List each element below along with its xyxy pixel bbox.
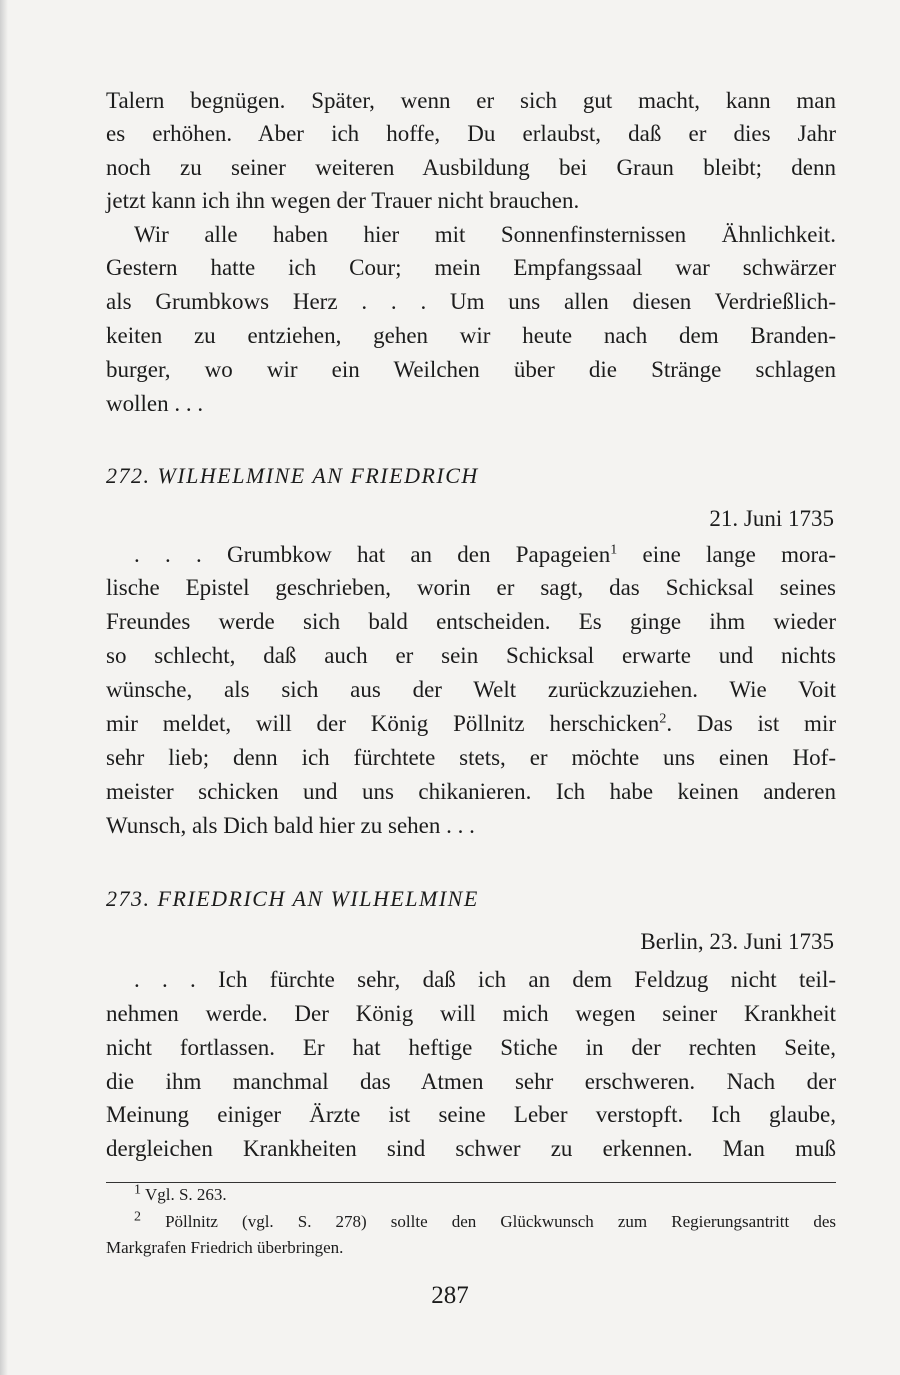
text-line: sehr lieb; denn ich fürchtete stets, er möchte uns einen Hof- bbox=[106, 745, 836, 770]
footnote-2 bbox=[134, 1210, 836, 1234]
text-line: nicht fortlassen. Er hat heftige Stiche in der rechten Seite, bbox=[106, 1035, 836, 1060]
text-line: wünsche, als sich aus der Welt zurückzuziehen. Wie Voit bbox=[106, 677, 836, 702]
text-line: die ihm manchmal das Atmen sehr erschweren. Nach der bbox=[106, 1069, 836, 1094]
footnote-2-continued: Markgrafen Friedrich überbringen. bbox=[106, 1238, 344, 1257]
text-line: Wir alle haben hier mit Sonnenfinsternissen Ähnlichkeit. bbox=[134, 222, 836, 247]
text-span: eine lange mora- bbox=[617, 542, 837, 567]
text-span: . . . Grumbkow hat an den Papageien bbox=[134, 542, 611, 567]
text-line: Freundes werde sich bald entscheiden. Es ginge ihm wieder bbox=[106, 609, 836, 634]
text-span: . Das ist mir bbox=[666, 711, 836, 736]
text-line: Meinung einiger Ärzte ist seine Leber verstopft. Ich glaube, bbox=[106, 1102, 836, 1127]
text-line: burger, wo wir ein Weilchen über die Stränge schlagen bbox=[106, 357, 836, 382]
text-line: als Grumbkows Herz . . . Um uns allen diesen Verdrießlich- bbox=[106, 289, 836, 314]
letter-date: 21. Juni 1735 bbox=[709, 506, 834, 531]
footnote-ref: 1 bbox=[610, 542, 618, 558]
footnote-text: Pöllnitz (vgl. S. 278) sollte den Glückwunsch zum Regierungsantritt des bbox=[141, 1212, 836, 1231]
text-line: jetzt kann ich ihn wegen der Trauer nicht brauchen. bbox=[106, 188, 580, 213]
letter-date: Berlin, 23. Juni 1735 bbox=[640, 929, 834, 954]
text-line: dergleichen Krankheiten sind schwer zu erkennen. Man muß bbox=[106, 1136, 836, 1161]
text-line: es erhöhen. Aber ich hoffe, Du erlaubst, daß er dies Jahr bbox=[106, 121, 836, 146]
text-line: wollen . . . bbox=[106, 391, 204, 416]
letter-heading: 273. FRIEDRICH AN WILHELMINE bbox=[106, 886, 479, 911]
text-line: noch zu seiner weiteren Ausbildung bei Graun bleibt; denn bbox=[106, 155, 836, 180]
text-line: lische Epistel geschrieben, worin er sagt, das Schicksal seines bbox=[106, 575, 836, 600]
text-line: nehmen werde. Der König will mich wegen seiner Krankheit bbox=[106, 1001, 836, 1026]
footnote-text: Vgl. S. 263. bbox=[141, 1185, 227, 1204]
letter-heading: 272. WILHELMINE AN FRIEDRICH bbox=[106, 463, 479, 488]
text-span: mir meldet, will der König Pöllnitz herschicken bbox=[106, 711, 660, 736]
footnote-1 bbox=[134, 1183, 227, 1207]
text-line bbox=[106, 709, 836, 739]
page-number: 287 bbox=[431, 1282, 469, 1309]
text-line: keiten zu entziehen, gehen wir heute nach dem Branden- bbox=[106, 323, 836, 348]
text-line: Gestern hatte ich Cour; mein Empfangssaal war schwärzer bbox=[106, 255, 836, 280]
footnote-mark: 1 bbox=[134, 1182, 141, 1198]
text-line: so schlecht, daß auch er sein Schicksal erwarte und nichts bbox=[106, 643, 836, 668]
page-edge bbox=[0, 0, 8, 1375]
text-line bbox=[134, 540, 836, 570]
footnote-ref: 2 bbox=[659, 711, 667, 727]
text-line: Talern begnügen. Später, wenn er sich gut macht, kann man bbox=[106, 88, 836, 113]
text-line: . . . Ich fürchte sehr, daß ich an dem Feldzug nicht teil- bbox=[134, 967, 836, 992]
text-line: meister schicken und uns chikanieren. Ich habe keinen anderen bbox=[106, 779, 836, 804]
text-line: Wunsch, als Dich bald hier zu sehen . . . bbox=[106, 813, 475, 838]
footnote-mark: 2 bbox=[134, 1209, 141, 1225]
